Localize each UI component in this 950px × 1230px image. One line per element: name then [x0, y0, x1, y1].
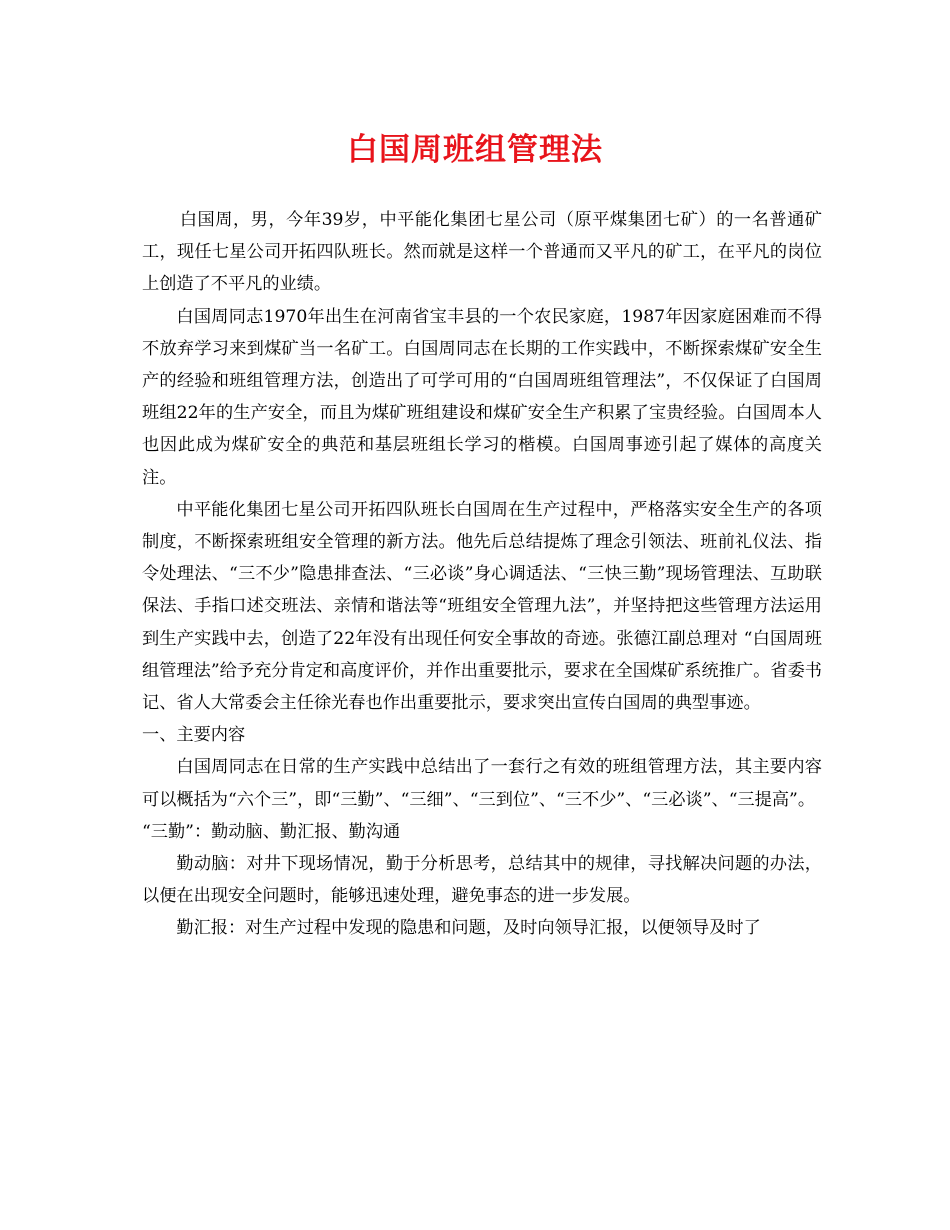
section-heading: 一、主要内容 [142, 725, 246, 746]
paragraph-background: 白国周同志1970年出生在河南省宝丰县的一个农民家庭，1987年因家庭困难而不得不放弃学习来到煤矿当一名矿工。白国周同志在长期的工作实践中，不断探索煤矿安全生产的经验和班组管理方法，创造出了可学可用的“白国周班组管理法”，不仅保证了白国周班组22年的生产安全，而且为煤矿班组建设和煤矿安全生产积累了宝贵经验。白国周本人也因此成为煤矿安全的典范和基层班组长学习的楷模。白国周事迹引起了媒体的高度关注。 [142, 306, 822, 488]
subsection-heading: “三勤”：勤动脑、勤汇报、勤沟通 [142, 821, 401, 842]
paragraph-methods: 中平能化集团七星公司开拓四队班长白国周在生产过程中，严格落实安全生产的各项制度，不断探索班组安全管理的新方法。他先后总结提炼了理念引领法、班前礼仪法、指令处理法、“三不少”隐患排查法、“三必谈”身心调适法、“三快三勤”现场管理法、互助联保法、手指口述交班法、亲情和谐法等“班组安全管理九法”，并坚持把这些管理方法运用到生产实践中去，创造了22年没有出现任何安全事故的奇迹。张德江副总理对 “白国周班组管理法”给予充分肯定和高度评价，并作出重要批示，要求在全国煤矿系统推广。省委书记、省人大常委会主任徐光春也作出重要批示，要求突出宣传白国周的典型事迹。 [142, 499, 822, 714]
paragraph-summary: 白国周同志在日常的生产实践中总结出了一套行之有效的班组管理方法，其主要内容可以概括为“六个三”，即“三勤”、“三细”、“三到位”、“三不少”、“三必谈”、“三提高”。 [142, 757, 822, 810]
document-body [142, 204, 822, 945]
paragraph-report: 勤汇报：对生产过程中发现的隐患和问题，及时向领导汇报，以便领导及时了 [176, 918, 761, 939]
paragraph-intro: 白国周，男，今年39岁，中平能化集团七星公司（原平煤集团七矿）的一名普通矿工，现任七星公司开拓四队班长。然而就是这样一个普通而又平凡的矿工，在平凡的岗位上创造了不平凡的业绩。 [142, 210, 822, 295]
document-title: 白国周班组管理法 [347, 132, 603, 168]
paragraph-think: 勤动脑：对井下现场情况，勤于分析思考，总结其中的规律，寻找解决问题的办法，以便在出现安全问题时，能够迅速处理，避免事态的进一步发展。 [142, 854, 822, 907]
